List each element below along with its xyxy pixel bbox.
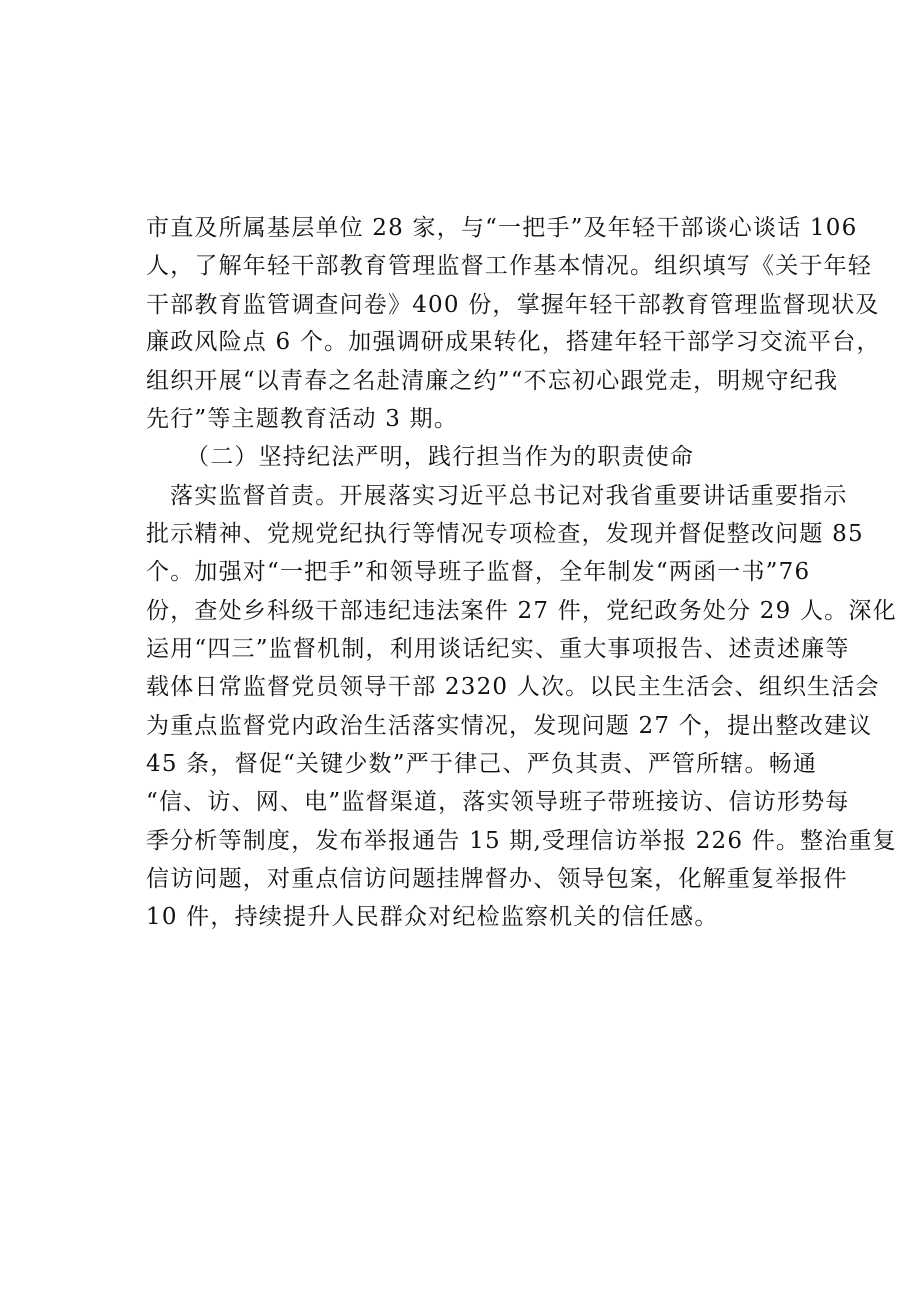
body-text-line: 运用“四三”监督机制，利用谈话纪实、重大事项报告、述责述廉等 (146, 636, 850, 662)
body-text-line: 信访问题，对重点信访问题挂牌督办、领导包案，化解重复举报件 (146, 866, 848, 892)
body-text-line: 季分析等制度，发布举报通告 15 期,受理信访举报 226 件。整治重复 (146, 828, 897, 854)
body-text-line: 市直及所属基层单位 28 家，与“一把手”及年轻干部谈心谈话 106 (146, 215, 858, 241)
paragraph-first-line: 落实监督首责。开展落实习近平总书记对我省重要讲话重要指示 (170, 483, 848, 509)
body-text-line: 份，查处乡科级干部违纪违法案件 27 件，党纪政务处分 29 人。深化 (146, 598, 897, 624)
body-text-line: 廉政风险点 6 个。加强调研成果转化，搭建年轻干部学习交流平台， (146, 329, 881, 355)
body-text-line: 批示精神、党规党纪执行等情况专项检查，发现并督促整改问题 85 (146, 521, 864, 547)
body-text-line: “信、访、网、电”监督渠道，落实领导班子带班接访、信访形势每 (146, 789, 850, 815)
body-text-line: 载体日常监督党员领导干部 2320 人次。以民主生活会、组织生活会 (146, 674, 880, 700)
body-text-line: 干部教育监管调查问卷》400 份，掌握年轻干部教育管理监督现状及 (146, 292, 880, 318)
section-heading: （二）坚持纪法严明，践行担当作为的职责使命 (186, 444, 695, 470)
body-text-line: 人，了解年轻干部教育管理监督工作基本情况。组织填写《关于年轻 (146, 253, 872, 279)
body-text-line: 个。加强对“一把手”和领导班子监督，全年制发“两函一书”76 (146, 559, 811, 585)
body-text-line: 组织开展“以青春之名赴清廉之约”“不忘初心跟党走，明规守纪我 (146, 368, 839, 394)
body-text-line: 10 件，持续提升人民群众对纪检监察机关的信任感。 (146, 904, 719, 930)
body-text-line: 45 条，督促“关键少数”严于律己、严负其责、严管所辖。畅通 (146, 751, 818, 777)
body-text-line: 先行”等主题教育活动 3 期。 (146, 406, 459, 432)
body-text-line: 为重点监督党内政治生活落实情况，发现问题 27 个，提出整改建议 (146, 713, 873, 739)
